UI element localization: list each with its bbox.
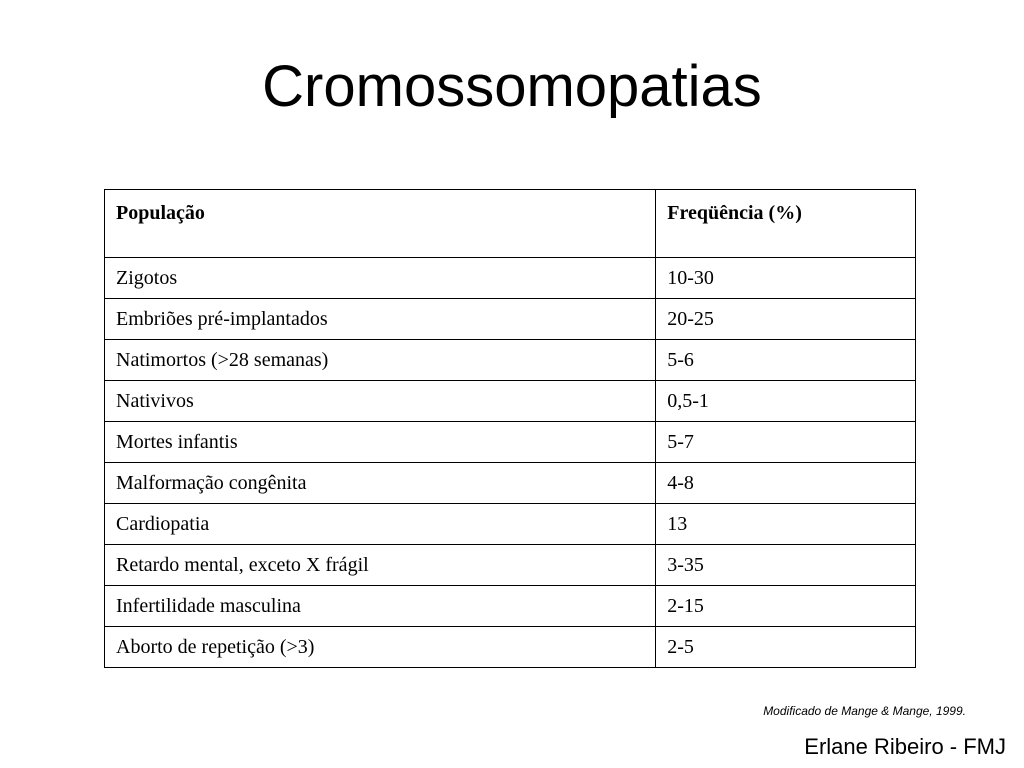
- population-cell: Mortes infantis: [105, 422, 656, 463]
- frequency-cell: 5-6: [656, 340, 916, 381]
- population-cell: Zigotos: [105, 258, 656, 299]
- frequency-cell: 4-8: [656, 463, 916, 504]
- frequency-cell: 10-30: [656, 258, 916, 299]
- author-footer: Erlane Ribeiro - FMJ: [804, 734, 1006, 759]
- population-cell: Natimortos (>28 semanas): [105, 340, 656, 381]
- slide-title: Cromossomopatias: [262, 54, 762, 119]
- population-cell: Cardiopatia: [105, 504, 656, 545]
- table-row: [105, 586, 916, 627]
- table-row: [105, 545, 916, 586]
- source-citation: Modificado de Mange & Mange, 1999.: [763, 704, 966, 718]
- table-row: [105, 258, 916, 299]
- table-header-row: [105, 190, 916, 258]
- population-cell: Retardo mental, exceto X frágil: [105, 545, 656, 586]
- frequency-table: [104, 189, 916, 668]
- column-header-frequency: Freqüência (%): [656, 190, 916, 258]
- frequency-cell: 13: [656, 504, 916, 545]
- frequency-cell: 3-35: [656, 545, 916, 586]
- table-row: [105, 299, 916, 340]
- table-row: [105, 463, 916, 504]
- population-cell: Nativivos: [105, 381, 656, 422]
- frequency-cell: 2-5: [656, 627, 916, 668]
- population-cell: Embriões pré-implantados: [105, 299, 656, 340]
- frequency-cell: 5-7: [656, 422, 916, 463]
- frequency-cell: 20-25: [656, 299, 916, 340]
- table-row: [105, 422, 916, 463]
- population-cell: Infertilidade masculina: [105, 586, 656, 627]
- frequency-cell: 2-15: [656, 586, 916, 627]
- table-row: [105, 381, 916, 422]
- table-row: [105, 340, 916, 381]
- table-row: [105, 504, 916, 545]
- population-cell: Aborto de repetição (>3): [105, 627, 656, 668]
- table-row: [105, 627, 916, 668]
- frequency-cell: 0,5-1: [656, 381, 916, 422]
- column-header-population: População: [105, 190, 656, 258]
- population-cell: Malformação congênita: [105, 463, 656, 504]
